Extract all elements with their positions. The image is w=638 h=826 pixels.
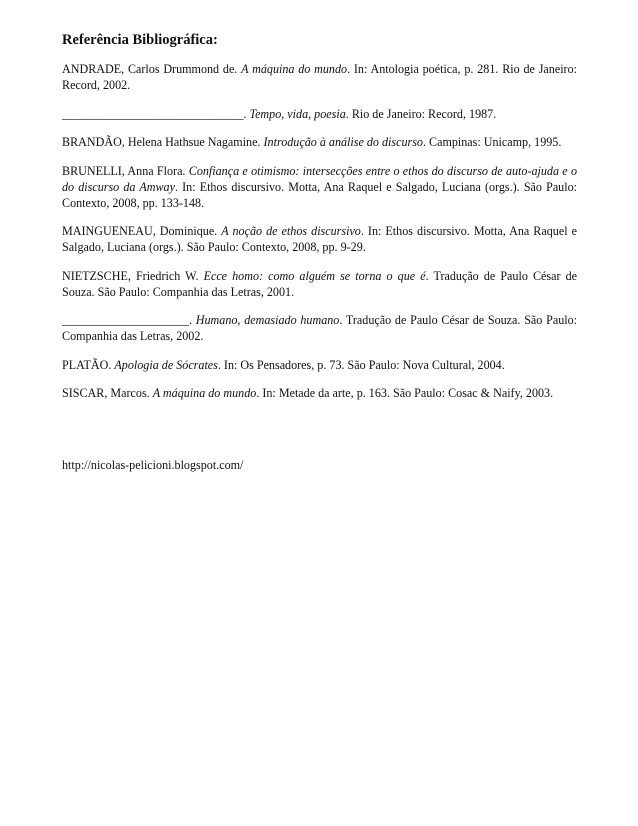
reference-siscar	[62, 385, 577, 401]
reference-text: NIETZSCHE, Friedrich W.	[62, 268, 204, 283]
reference-title: Tempo, vida, poesia	[249, 106, 346, 121]
reference-text: . In: Os Pensadores, p. 73. São Paulo: Nova Cultural, 2004.	[217, 357, 505, 372]
reference-brandao	[62, 134, 577, 150]
reference-text: BRANDÃO, Helena Hathsue Nagamine.	[62, 135, 264, 149]
reference-title: Confiança e otimismo: intersecções entre o ethos do discurso de auto-ajuda e o do discurso da Amway	[62, 163, 577, 194]
reference-title: Introdução à análise do discurso	[263, 135, 423, 149]
reference-text: . Rio de Janeiro: Record, 1987.	[345, 106, 497, 121]
reference-andrade-maquina	[62, 61, 577, 93]
reference-title: Humano, demasiado humano	[195, 313, 340, 327]
reference-nietzsche-ecce	[62, 268, 577, 300]
reference-andrade-tempo	[62, 106, 577, 122]
reference-text: . In: Ethos discursivo. Motta, Ana Raquel e Salgado, Luciana (orgs.). São Paulo: Contexto, 2008, pp. 9-29.	[62, 224, 577, 254]
reference-title: A noção de ethos discursivo	[221, 224, 361, 238]
reference-text: _____________________.	[62, 313, 196, 327]
reference-title: A máquina do mundo	[152, 386, 257, 400]
reference-text: . In: Ethos discursivo. Motta, Ana Raquel e Salgado, Luciana (orgs.). São Paulo: Contexto, 2008, pp. 133-148.	[62, 179, 577, 210]
reference-text: . In: Metade da arte, p. 163. São Paulo: Cosac & Naify, 2003.	[256, 386, 554, 400]
reference-text: ______________________________.	[62, 106, 250, 121]
reference-text: . Campinas: Unicamp, 1995.	[422, 135, 562, 149]
reference-text: . Tradução de Paulo César de Souza. São Paulo: Companhia das Letras, 2002.	[62, 313, 578, 343]
document-page	[62, 31, 577, 414]
footer-url: http://nicolas-pelicioni.blogspot.com/	[62, 458, 244, 472]
reference-text: SISCAR, Marcos.	[62, 386, 153, 400]
page-title: Referência Bibliográfica:	[62, 32, 218, 48]
reference-maingueneau	[62, 223, 577, 255]
reference-platao	[62, 357, 577, 373]
reference-text: ANDRADE, Carlos Drummond de.	[62, 62, 242, 76]
reference-text: PLATÃO.	[62, 357, 115, 372]
reference-text: . In: Antologia poética, p. 281. Rio de Janeiro: Record, 2002.	[62, 62, 577, 92]
reference-title: Apologia de Sócrates	[114, 357, 218, 372]
reference-title: A máquina do mundo	[241, 62, 348, 76]
reference-text: . Tradução de Paulo César de Souza. São Paulo: Companhia das Letras, 2001.	[62, 268, 577, 299]
reference-brunelli	[62, 163, 577, 211]
reference-title: Ecce homo: como alguém se torna o que é	[203, 268, 426, 283]
reference-text: MAINGUENEAU, Dominique.	[62, 224, 222, 238]
reference-text: BRUNELLI, Anna Flora.	[62, 163, 189, 178]
reference-list	[62, 61, 577, 401]
reference-nietzsche-humano	[62, 312, 577, 344]
